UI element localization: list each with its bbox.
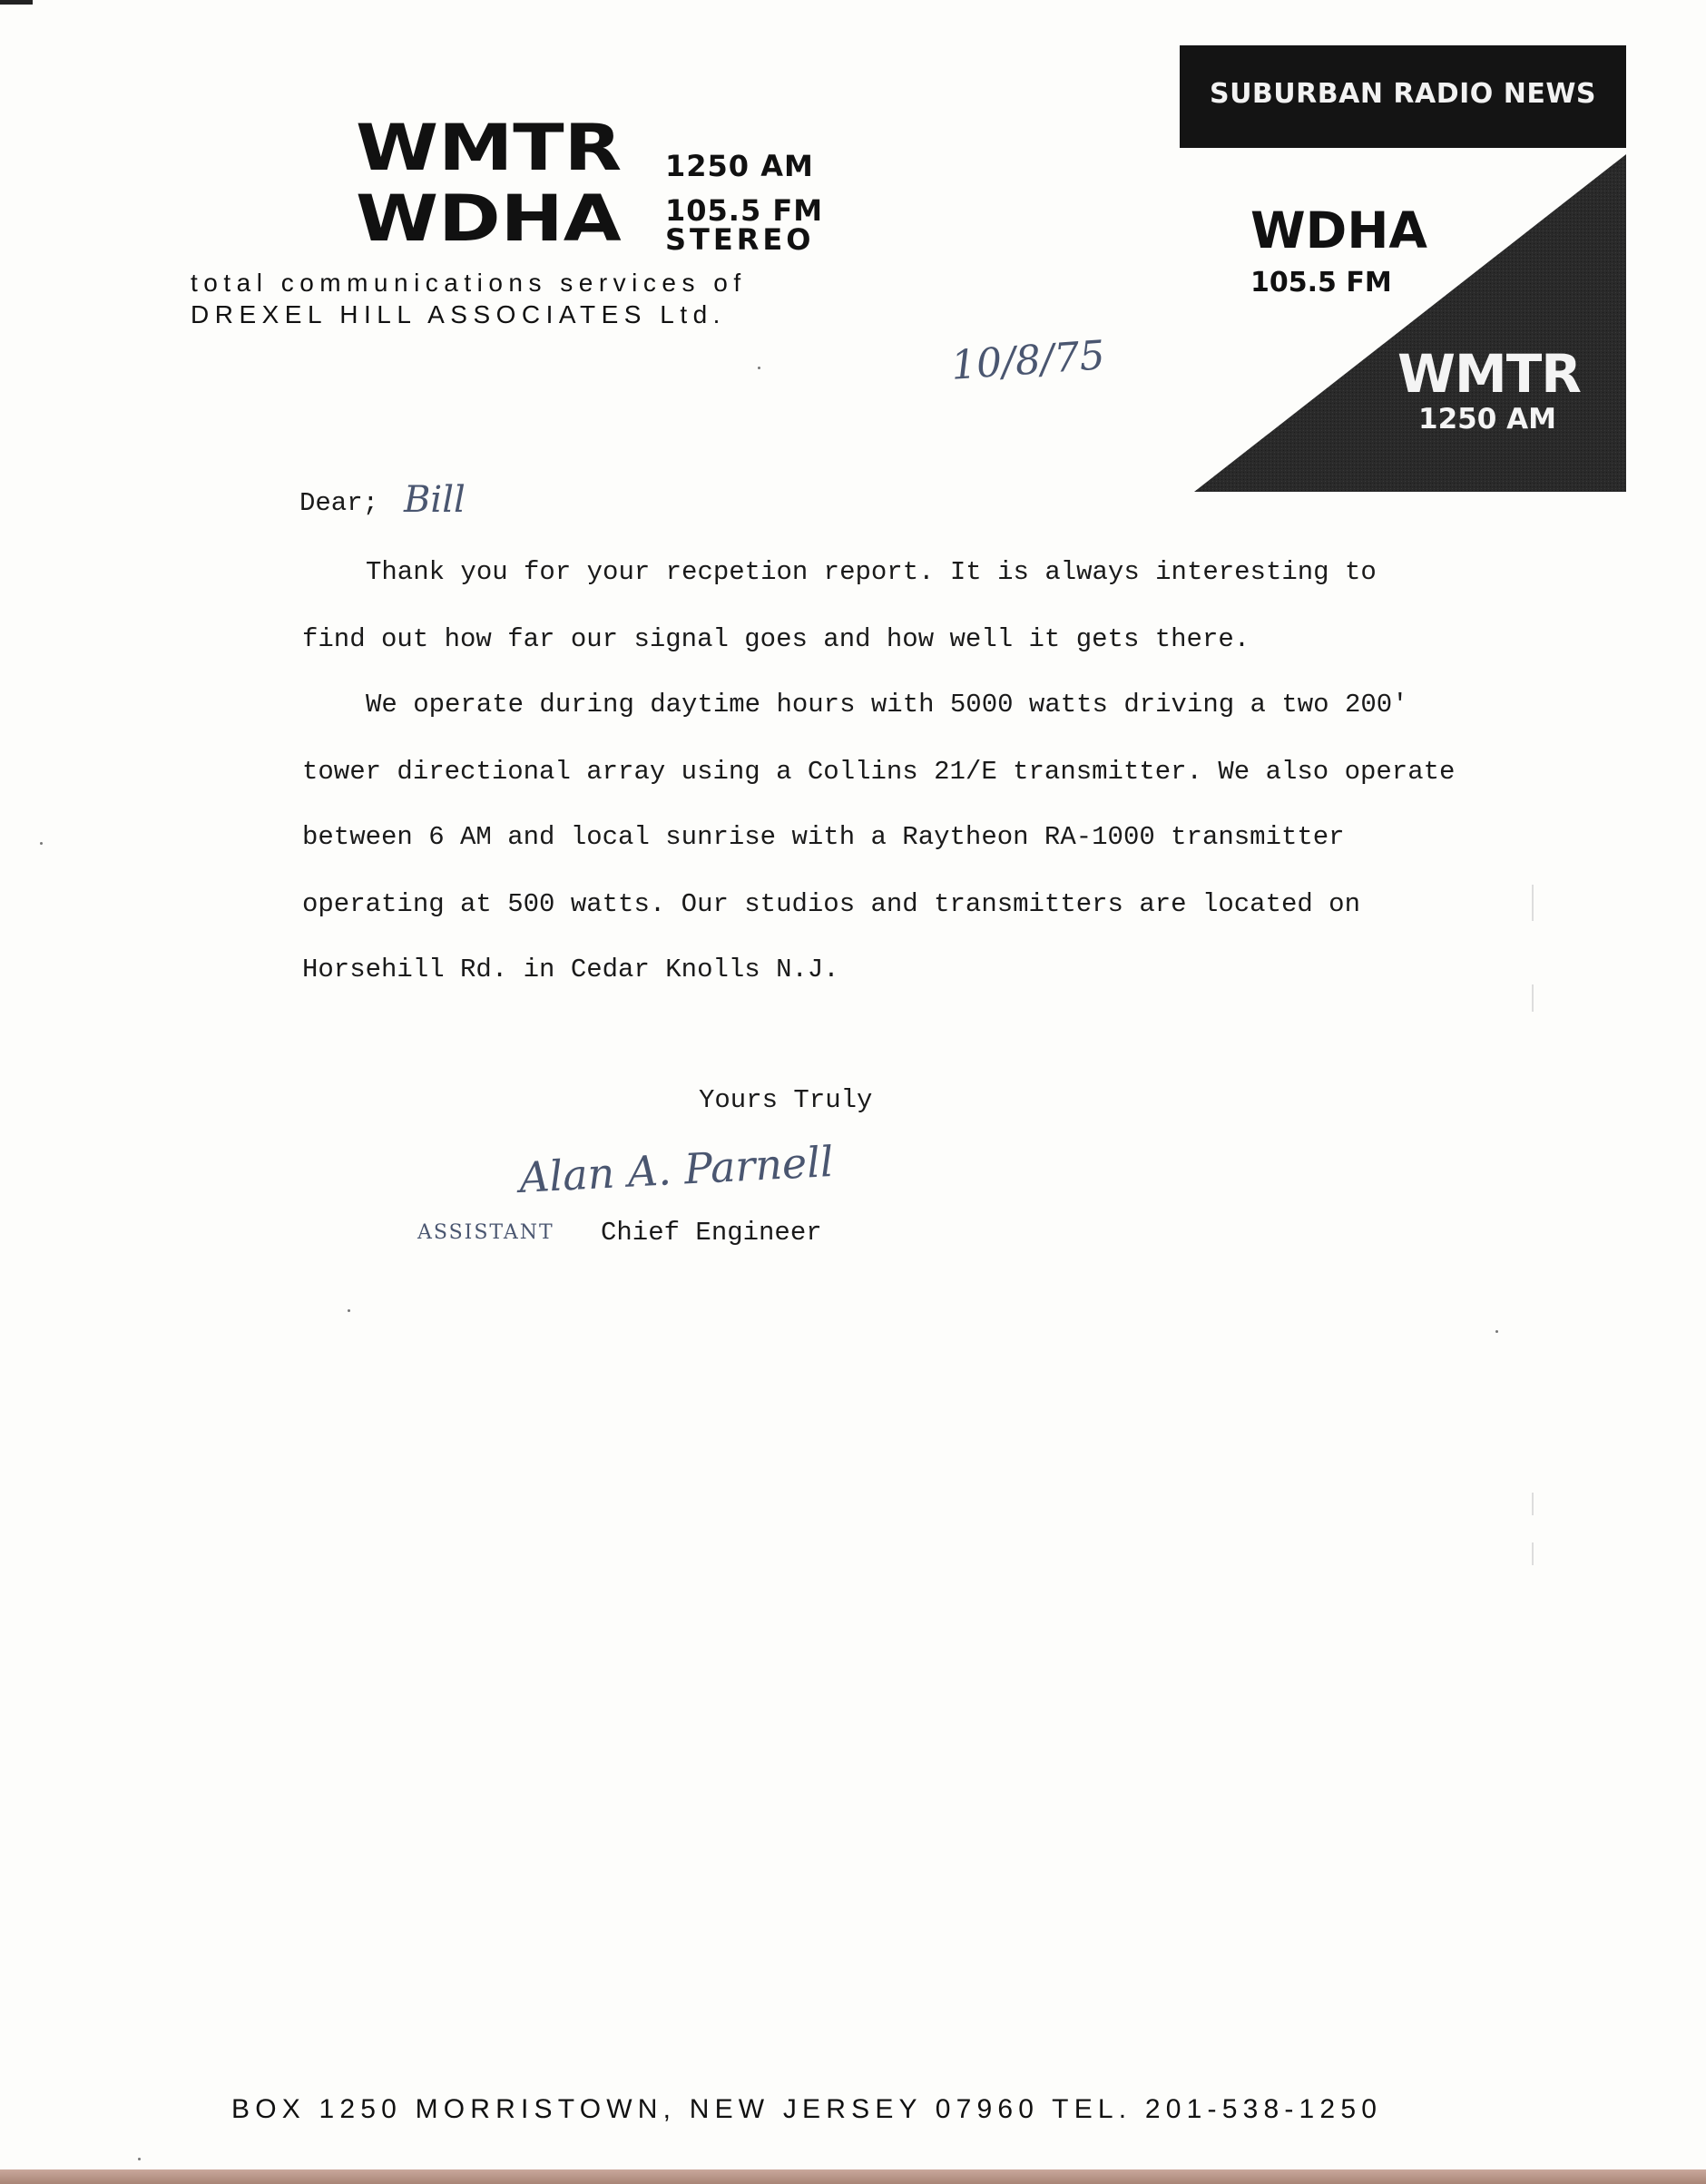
scan-mark [0,0,33,5]
body-line-1: Thank you for your recpetion report. It is always interesting to [366,557,1377,587]
scan-speck [138,2158,141,2160]
body-line-6: operating at 500 watts. Our studios and transmitters are located on [302,889,1360,919]
wdha-callsign: WDHA [356,181,622,256]
logo-am-frequency: 1250 AM [1418,403,1556,436]
handwritten-date: 10/8/75 [949,332,1107,389]
signer-title: Chief Engineer [601,1218,822,1248]
scan-speck [40,842,43,845]
scan-speck [758,367,760,369]
scan-line [1532,1493,1534,1515]
am-frequency: 1250 AM [665,149,814,183]
salutation: Dear; [299,488,379,518]
fm-frequency: 105.5 FM [665,193,824,228]
footer-address: BOX 1250 MORRISTOWN, NEW JERSEY 07960 TEL. 201-538-1250 [231,2094,1383,2124]
wmtr-callsign: WMTR [356,111,623,185]
suburban-radio-news-text: SUBURBAN RADIO NEWS [1209,78,1597,110]
page-bottom-edge [0,2169,1706,2184]
scan-line [1532,1543,1534,1565]
closing: Yours Truly [699,1085,873,1115]
scan-line [1532,885,1534,921]
logo-wdha: WDHA [1250,201,1427,260]
logo-wmtr: WMTR [1397,343,1581,405]
scan-speck [348,1309,350,1312]
scan-line [1532,984,1534,1012]
signature: Alan A. Parnell [517,1136,835,1203]
body-line-7: Horsehill Rd. in Cedar Knolls N.J. [302,955,839,984]
body-line-2: find out how far our signal goes and how well it gets there. [302,624,1250,654]
handwritten-recipient: Bill [404,479,466,521]
tagline-line-1: total communications services of [191,269,747,297]
handwritten-title-prefix: ASSISTANT [417,1221,554,1244]
body-line-4: tower directional array using a Collins 21/E transmitter. We also operate [302,757,1456,787]
tagline-line-2: DREXEL HILL ASSOCIATES Ltd. [191,300,726,328]
stereo-label: STEREO [665,222,815,257]
logo-fm-frequency: 105.5 FM [1250,267,1392,299]
scan-speck [1495,1330,1498,1333]
body-line-3: We operate during daytime hours with 5000 watts driving a two 200' [366,690,1408,720]
body-line-5: between 6 AM and local sunrise with a Raytheon RA-1000 transmitter [302,822,1345,852]
